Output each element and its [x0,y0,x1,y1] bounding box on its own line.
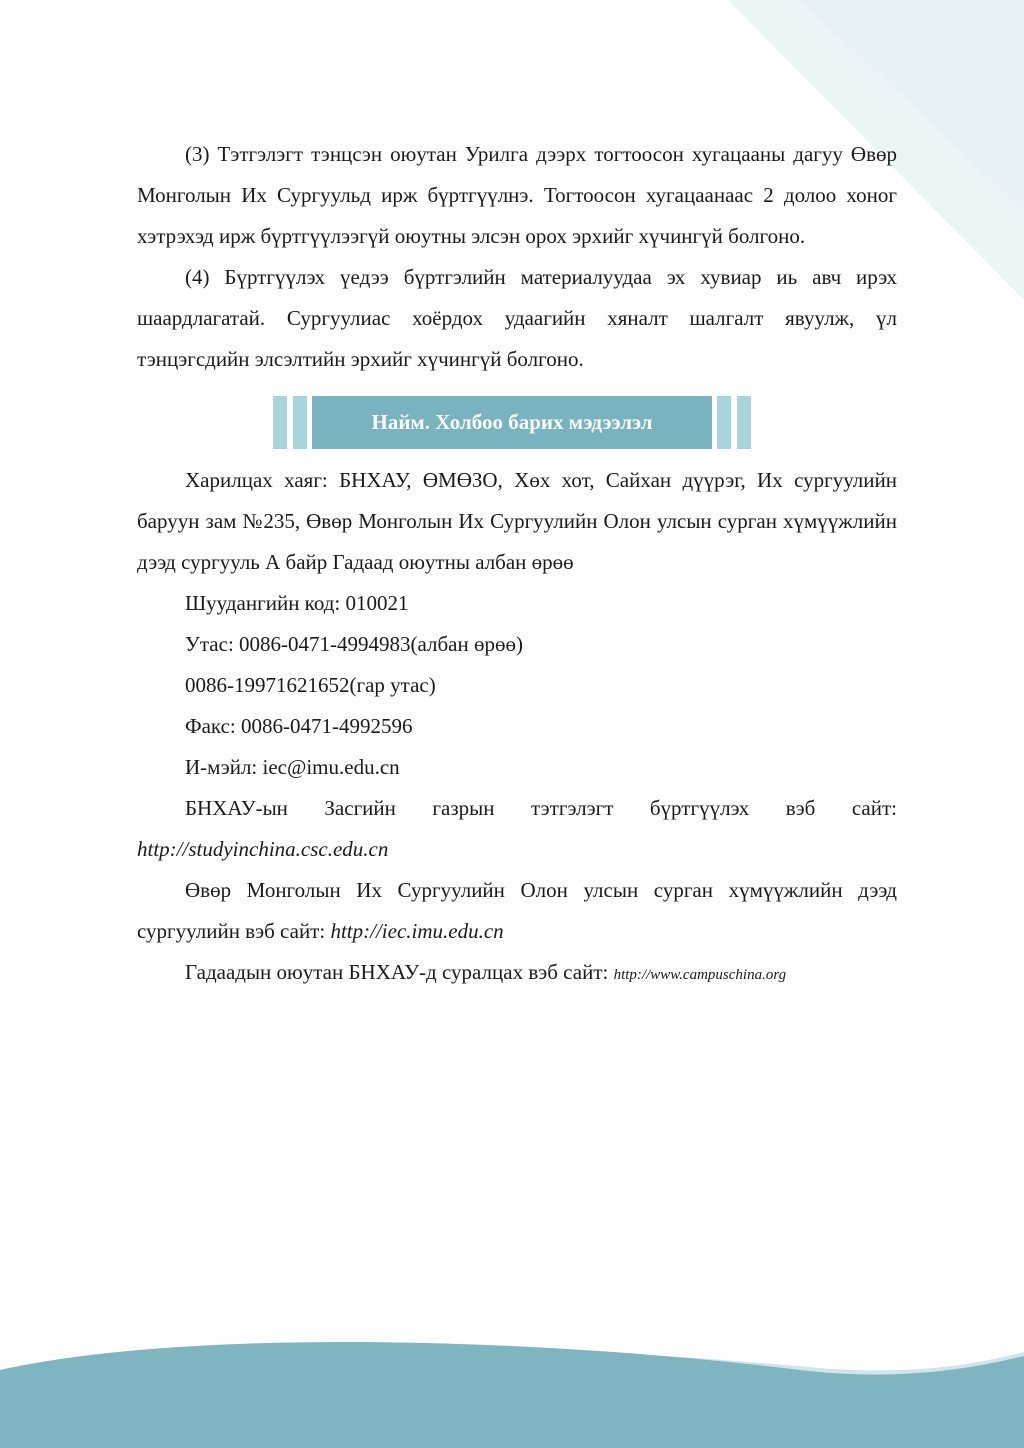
campus-website [137,952,897,996]
phone-office: Утас: 0086-0471-4994983(албан өрөө) [185,632,523,656]
banner-bar-right-2 [737,396,751,449]
imu-website [137,870,897,952]
csc-website-label: БНХАУ-ын Засгийн газрын тэтгэлэгт бүртгүүлэх вэб сайт: [185,796,897,820]
postal-code: Шуудангийн код: 010021 [185,591,409,615]
section-banner [137,394,897,450]
paragraph-registration: (3) Тэтгэлэгт тэнцсэн оюутан Урилга дээрх тогтоосон хугацааны дагуу Өвөр Монголын Их Сургуульд ирж бүртгүүлнэ. Тогтоосон хугацаанаас 2 долоо хоног хэтрэхэд ирж бүртгүүлээгүй оюутны элсэн орох эрхийг хүчингүй болгоно. [137,142,897,248]
banner-bar-left-1 [273,396,287,449]
bottom-wave [0,1342,1024,1448]
fax: Факс: 0086-0471-4992596 [185,714,413,738]
csc-website-link[interactable]: http://studyinchina.csc.edu.cn [137,837,389,861]
imu-website-label: Өвөр Монголын Их Сургуулийн Олон улсын сурган хүмүүжлийн дээд сургуулийн вэб сайт: [137,878,897,943]
phone-mobile: 0086-19971621652(гар утас) [185,673,436,697]
email: И-мэйл: iec@imu.edu.cn [185,755,400,779]
paragraph-materials: (4) Бүртгүүлэх үедээ бүртгэлийн материалуудаа эх хувиар иь авч ирэх шаардлагатай. Сургуулиас хоёрдох удаагийн хяналт шалгалт явуулж, үл тэнцэгсдийн элсэлтийн эрхийг хүчингүй болгоно. [137,265,897,371]
document-body [137,134,897,996]
banner-bar-left-2 [293,396,307,449]
campus-website-link[interactable]: http://www.campuschina.org [613,967,787,983]
section-title: Найм. Холбоо барих мэдээлэл [312,396,712,449]
imu-website-link[interactable]: http://iec.imu.edu.cn [330,919,504,943]
banner-bar-right-1 [717,396,731,449]
campus-website-label: Гадаадын оюутан БНХАУ-д суралцах вэб сайт: [185,960,609,984]
csc-website [137,788,897,870]
contact-address: Харилцах хаяг: БНХАУ, ӨМӨЗО, Хөх хот, Сайхан дүүрэг, Их сургуулийн баруун зам №235, Өвөр Монголын Их Сургуулийн Олон улсын сурган хүмүүжлийн дээд сургууль А байр Гадаад оюутны албан өрөө [137,468,897,574]
